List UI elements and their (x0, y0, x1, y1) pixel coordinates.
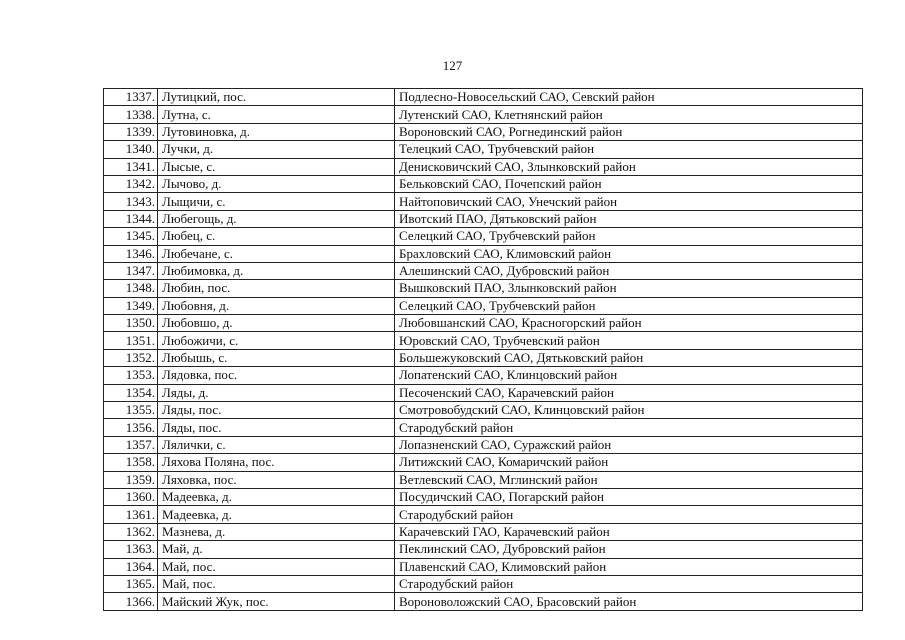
row-number: 1344. (104, 210, 158, 227)
table-row (104, 332, 863, 349)
table-row (104, 89, 863, 106)
row-number: 1343. (104, 193, 158, 210)
table-row (104, 454, 863, 471)
settlement-name: Майский Жук, пос. (158, 593, 395, 610)
table-row (104, 106, 863, 123)
row-number: 1362. (104, 523, 158, 540)
settlements-table-body (104, 89, 863, 611)
settlement-name: Любин, пос. (158, 280, 395, 297)
row-number: 1350. (104, 315, 158, 332)
settlement-name: Мадеевка, д. (158, 488, 395, 505)
row-number: 1342. (104, 175, 158, 192)
row-number: 1339. (104, 123, 158, 140)
administrative-area: Пеклинский САО, Дубровский район (395, 541, 863, 558)
settlement-name: Ляды, пос. (158, 402, 395, 419)
administrative-area: Найтоповичский САО, Унечский район (395, 193, 863, 210)
row-number: 1354. (104, 384, 158, 401)
table-row (104, 280, 863, 297)
row-number: 1349. (104, 297, 158, 314)
administrative-area: Плавенский САО, Климовский район (395, 558, 863, 575)
row-number: 1356. (104, 419, 158, 436)
administrative-area: Селецкий САО, Трубчевский район (395, 228, 863, 245)
administrative-area: Песоченский САО, Карачевский район (395, 384, 863, 401)
table-row (104, 262, 863, 279)
settlement-name: Мадеевка, д. (158, 506, 395, 523)
row-number: 1361. (104, 506, 158, 523)
administrative-area: Смотровобудский САО, Клинцовский район (395, 402, 863, 419)
row-number: 1345. (104, 228, 158, 245)
administrative-area: Любовшанский САО, Красногорский район (395, 315, 863, 332)
table-row (104, 471, 863, 488)
settlement-name: Лыщичи, с. (158, 193, 395, 210)
administrative-area: Большежуковский САО, Дятьковский район (395, 349, 863, 366)
settlement-name: Ляды, пос. (158, 419, 395, 436)
table-row (104, 402, 863, 419)
table-row (104, 384, 863, 401)
row-number: 1360. (104, 488, 158, 505)
row-number: 1353. (104, 367, 158, 384)
table-row (104, 297, 863, 314)
table-row (104, 488, 863, 505)
administrative-area: Вороноволожский САО, Брасовский район (395, 593, 863, 610)
administrative-area: Стародубский район (395, 419, 863, 436)
table-row (104, 245, 863, 262)
settlement-name: Любечане, с. (158, 245, 395, 262)
row-number: 1337. (104, 89, 158, 106)
settlement-name: Лялички, с. (158, 436, 395, 453)
administrative-area: Юровский САО, Трубчевский район (395, 332, 863, 349)
administrative-area: Вороновский САО, Рогнединский район (395, 123, 863, 140)
administrative-area: Лопатенский САО, Клинцовский район (395, 367, 863, 384)
row-number: 1348. (104, 280, 158, 297)
administrative-area: Брахловский САО, Климовский район (395, 245, 863, 262)
table-row (104, 175, 863, 192)
row-number: 1365. (104, 575, 158, 592)
row-number: 1363. (104, 541, 158, 558)
row-number: 1352. (104, 349, 158, 366)
table-row (104, 349, 863, 366)
settlement-name: Лысые, с. (158, 158, 395, 175)
administrative-area: Литижский САО, Комаричский район (395, 454, 863, 471)
settlement-name: Лычово, д. (158, 175, 395, 192)
administrative-area: Лутенский САО, Клетнянский район (395, 106, 863, 123)
administrative-area: Селецкий САО, Трубчевский район (395, 297, 863, 314)
settlement-name: Ляды, д. (158, 384, 395, 401)
table-row (104, 523, 863, 540)
administrative-area: Ветлевский САО, Мглинский район (395, 471, 863, 488)
settlement-name: Май, пос. (158, 558, 395, 575)
administrative-area: Ивотский ПАО, Дятьковский район (395, 210, 863, 227)
row-number: 1338. (104, 106, 158, 123)
row-number: 1357. (104, 436, 158, 453)
administrative-area: Лопазненский САО, Суражский район (395, 436, 863, 453)
administrative-area: Бельковский САО, Почепский район (395, 175, 863, 192)
table-row (104, 558, 863, 575)
page-number: 127 (442, 58, 463, 73)
settlement-name: Любожичи, с. (158, 332, 395, 349)
administrative-area: Телецкий САО, Трубчевский район (395, 141, 863, 158)
table-row (104, 419, 863, 436)
row-number: 1347. (104, 262, 158, 279)
table-row (104, 367, 863, 384)
administrative-area: Посудичский САО, Погарский район (395, 488, 863, 505)
settlement-name: Лутицкий, пос. (158, 89, 395, 106)
settlement-name: Лядовка, пос. (158, 367, 395, 384)
row-number: 1359. (104, 471, 158, 488)
table-row (104, 541, 863, 558)
administrative-area: Карачевский ГАО, Карачевский район (395, 523, 863, 540)
settlement-name: Лутовиновка, д. (158, 123, 395, 140)
settlement-name: Ляховка, пос. (158, 471, 395, 488)
settlement-name: Мазнева, д. (158, 523, 395, 540)
table-row (104, 575, 863, 592)
settlement-name: Лутна, с. (158, 106, 395, 123)
row-number: 1340. (104, 141, 158, 158)
settlement-name: Любец, с. (158, 228, 395, 245)
administrative-area: Алешинский САО, Дубровский район (395, 262, 863, 279)
table-row (104, 228, 863, 245)
settlement-name: Ляхова Поляна, пос. (158, 454, 395, 471)
settlement-name: Любегощь, д. (158, 210, 395, 227)
administrative-area: Вышковский ПАО, Злынковский район (395, 280, 863, 297)
settlement-name: Любовшо, д. (158, 315, 395, 332)
administrative-area: Стародубский район (395, 506, 863, 523)
administrative-area: Подлесно-Новосельский САО, Севский район (395, 89, 863, 106)
administrative-area: Денисковичский САО, Злынковский район (395, 158, 863, 175)
settlement-name: Любимовка, д. (158, 262, 395, 279)
row-number: 1358. (104, 454, 158, 471)
table-row (104, 193, 863, 210)
table-row (104, 593, 863, 610)
table-row (104, 315, 863, 332)
administrative-area: Стародубский район (395, 575, 863, 592)
row-number: 1346. (104, 245, 158, 262)
table-row (104, 141, 863, 158)
table-row (104, 123, 863, 140)
settlement-name: Любовня, д. (158, 297, 395, 314)
table-row (104, 506, 863, 523)
row-number: 1351. (104, 332, 158, 349)
row-number: 1364. (104, 558, 158, 575)
settlement-name: Любышь, с. (158, 349, 395, 366)
settlement-name: Май, пос. (158, 575, 395, 592)
row-number: 1366. (104, 593, 158, 610)
settlement-name: Лучки, д. (158, 141, 395, 158)
table-row (104, 210, 863, 227)
table-row (104, 158, 863, 175)
settlement-name: Май, д. (158, 541, 395, 558)
row-number: 1341. (104, 158, 158, 175)
table-row (104, 436, 863, 453)
row-number: 1355. (104, 402, 158, 419)
settlements-table (103, 88, 863, 611)
